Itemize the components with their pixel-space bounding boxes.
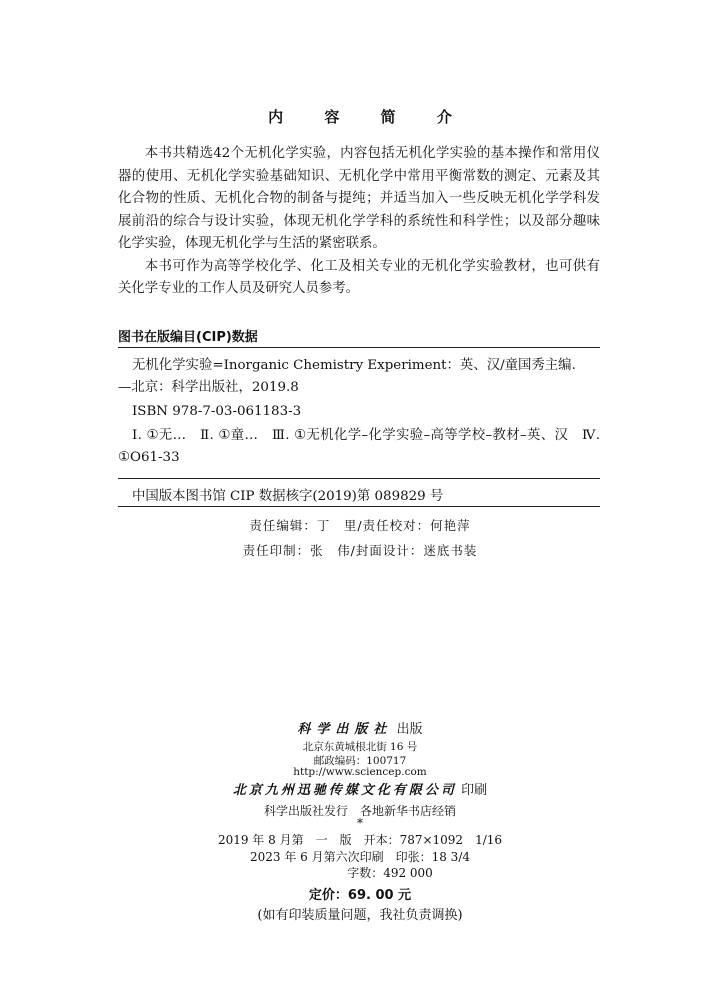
cip-publication-line: —北京：科学出版社，2019.8: [118, 380, 299, 395]
printer-name: 北京九州迅驰传媒文化有限公司: [232, 783, 457, 798]
quality-notice: (如有印装质量问题，我社负责调换): [257, 908, 463, 923]
staff-editors: 责任编辑：丁 里/责任校对：何艳萍: [249, 518, 471, 533]
price: 定价：69. 00 元: [308, 888, 412, 903]
cip-bottom-rule: [118, 506, 600, 507]
cip-classification: Ⅰ. ①无… Ⅱ. ①童… Ⅲ. ①无机化学–化学实验–高等学校–教材–英、汉 Ⅳ. ①O61-33: [118, 428, 600, 465]
publisher-line: [0, 718, 720, 737]
summary-text: [118, 143, 600, 301]
cip-data-number: 中国版本图书馆 CIP 数据核字(2019)第 089829 号: [132, 489, 444, 504]
summary-paragraph-2: 本书可作为高等学校化学、化工及相关专业的无机化学实验教材，也可供有关化学专业的工作人员及研究人员参考。: [118, 258, 600, 296]
edition-line: 2019 年 8 月第 一 版 开本：787×1092 1/16: [217, 833, 503, 847]
cip-top-rule: [118, 347, 600, 348]
cip-heading: 图书在版编目(CIP)数据: [118, 330, 258, 345]
staff-print-design: 责任印制：张 伟/封面设计：迷底书装: [242, 543, 478, 558]
distribution-line: 科学出版社发行 各地新华书店经销: [263, 804, 456, 818]
cip-record: [118, 355, 600, 469]
cip-title-line: 无机化学实验=Inorganic Chemistry Experiment：英、汉/童国秀主编.: [132, 358, 576, 373]
printer-suffix: 印刷: [461, 783, 488, 798]
publisher-postcode: 邮政编码：100717: [313, 755, 407, 767]
printer-line: [0, 779, 720, 798]
cip-isbn: ISBN 978-7-03-061183-3: [132, 404, 302, 419]
publisher-suffix: 出版: [396, 722, 423, 737]
reprint-line: 2023 年 6 月第六次印刷 印张：18 3/4: [249, 850, 470, 864]
summary-paragraph-1: 本书共精选42个无机化学实验，内容包括无机化学实验的基本操作和常用仪器的使用、无机化学实验基础知识、无机化学中常用平衡常数的测定、元素及其化合物的性质、无机化合物的制备与提纯；并适当加入一些反映无机化学学科发展前沿的综合与设计实验，体现无机化学学科的系统性和科学性；以及部分趣味化学实验，体现无机化学与生活的紧密联系。: [118, 146, 600, 251]
cip-middle-rule: [118, 478, 600, 479]
summary-title: 内 容 简 介: [268, 108, 470, 126]
publisher-address: 北京东黄城根北街 16 号: [302, 741, 418, 753]
publisher-name: 科学出版社: [297, 722, 393, 737]
word-count: 字数：492 000: [347, 866, 433, 880]
separator-star: *: [357, 816, 363, 830]
publisher-website: http://www.sciencep.com: [293, 766, 427, 778]
